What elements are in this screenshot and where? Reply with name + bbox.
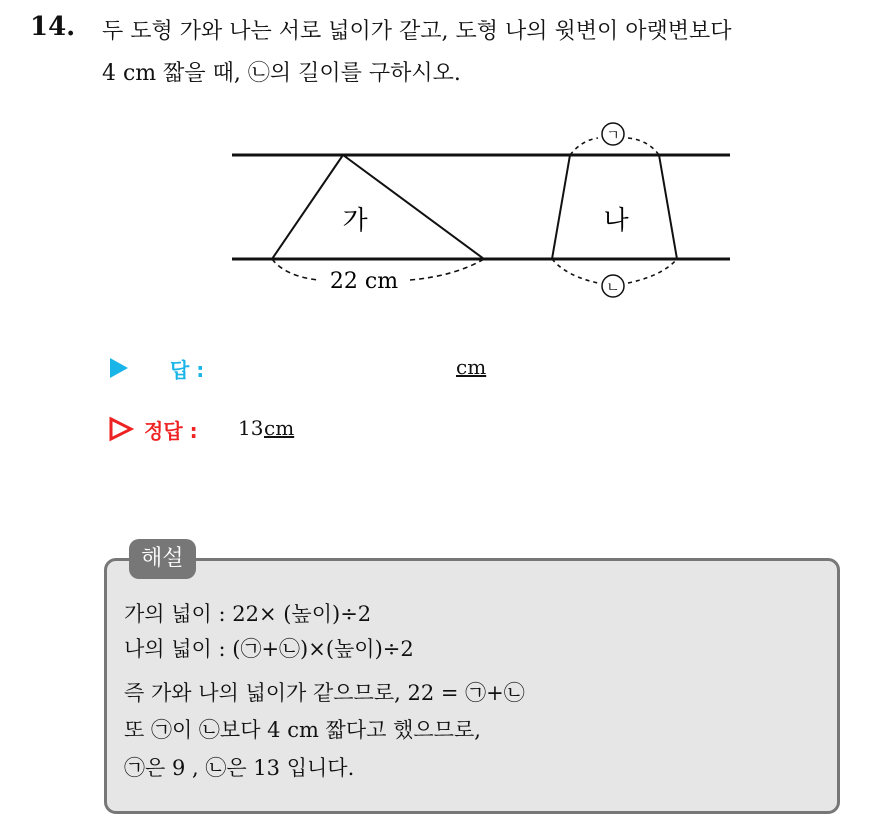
triangle-ga (272, 155, 484, 259)
base-length-label: 22 cm (329, 269, 399, 294)
explanation-line-2: 나의 넓이 : (㉠+㉡)×(높이)÷2 (124, 637, 414, 661)
question-number: 14. (30, 12, 76, 42)
label-na: 나 (603, 206, 629, 236)
question-text-line2: 4 cm 짧을 때, ㉡의 길이를 구하시오. (102, 61, 461, 86)
answer-label: 답 : (170, 357, 205, 382)
correct-answer-row (108, 414, 198, 444)
explanation-line-4: 또 ㉠이 ㉡보다 4 cm 짧다고 했으므로, (124, 718, 481, 742)
explanation-tag: 해설 (129, 539, 196, 579)
answer-unit: cm (456, 355, 487, 379)
label-ga: 가 (342, 206, 368, 236)
explanation-line-1: 가의 넓이 : 22× (높이)÷2 (124, 602, 372, 626)
correct-value: 13 (238, 416, 264, 440)
explanation-line-5: ㉠은 9 , ㉡은 13 입니다. (124, 756, 355, 780)
answer-row (108, 353, 204, 383)
question-text-line1: 두 도형 가와 나는 서로 넓이가 같고, 도형 나의 윗변이 아랫변보다 (102, 19, 732, 44)
base-dashed-arc-left (272, 259, 318, 280)
top-dashed-arc-right (628, 138, 659, 155)
play-icon (108, 356, 130, 380)
base-dashed-arc-right (410, 259, 484, 280)
top-mark-label: ㄱ (606, 128, 620, 144)
top-dashed-arc-left (570, 138, 598, 155)
explanation-line-3: 즉 가와 나의 넓이가 같으므로, 22 = ㉠+㉡ (124, 681, 525, 705)
correct-unit: cm (264, 416, 295, 440)
play-outline-icon (108, 416, 134, 442)
bottom-dashed-arc-right (628, 259, 677, 283)
bottom-dashed-arc-left (552, 259, 598, 283)
bottom-mark-label: ㄴ (606, 280, 620, 296)
correct-label: 정답 : (144, 418, 198, 443)
